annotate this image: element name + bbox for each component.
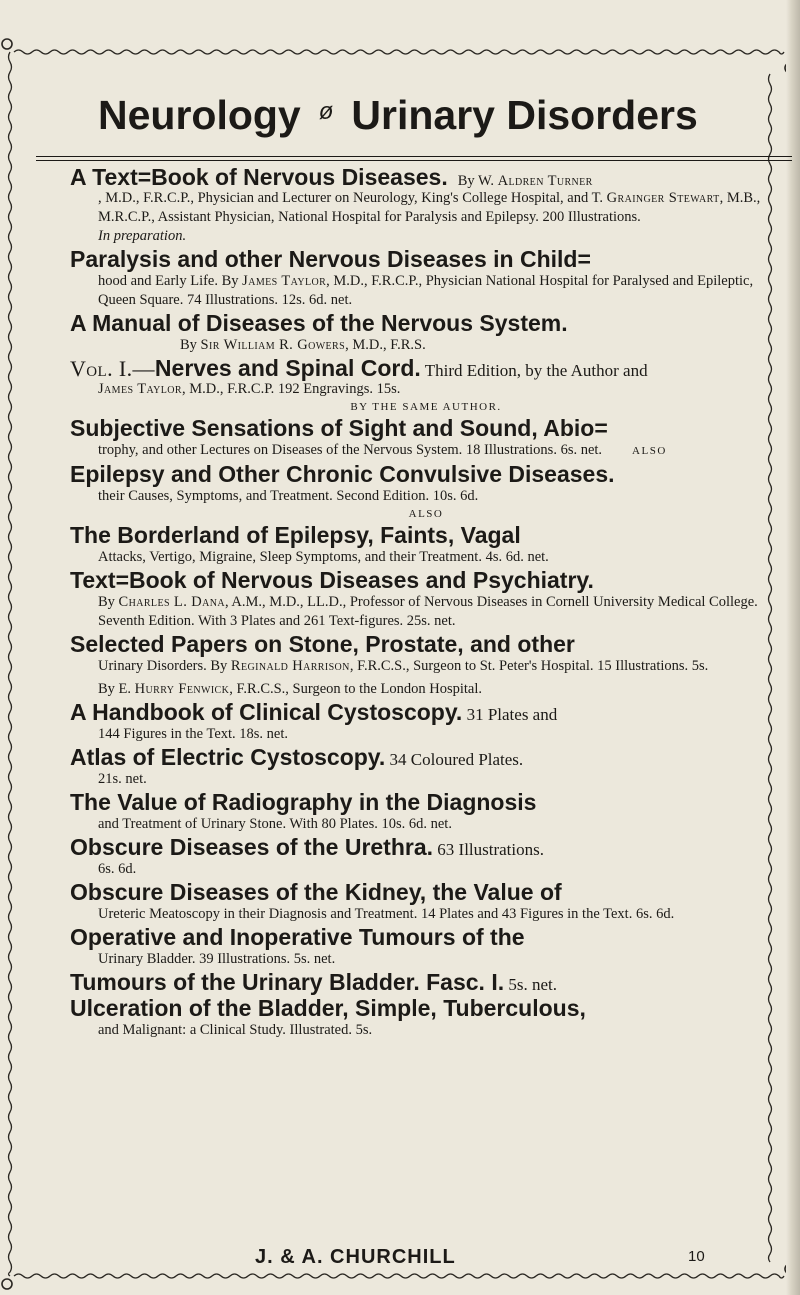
entry-nerves-spinal-cord: Vol. I.—Nerves and Spinal Cord. Third Edition, by the Author and James Taylor, M.D., F.R.C.P. 192 Engravings. 15s. <box>70 355 648 397</box>
entry-bladder-tumours: Tumours of the Urinary Bladder. Fasc. I. 5s. net. <box>70 969 558 995</box>
header-rule <box>36 156 792 157</box>
entry-title: Subjective Sensations of Sight and Sound, Abio= <box>70 415 608 441</box>
entry-title: Paralysis and other Nervous Diseases in Child= <box>70 246 591 272</box>
entry-title: Nerves and Spinal Cord. <box>154 355 421 381</box>
entry-title: Operative and Inoperative Tumours of the <box>70 924 525 950</box>
entry-title: Atlas of Electric Cystoscopy. <box>70 744 386 770</box>
entry-title: Ulceration of the Bladder, Simple, Tuberculous, <box>70 995 586 1021</box>
also-note: ALSO <box>408 508 444 520</box>
entry-borderland-epilepsy: The Borderland of Epilepsy, Faints, Vagal Attacks, Vertigo, Migraine, Sleep Symptoms, and their Treatment. 4s. 6d. net. <box>70 522 782 567</box>
entry-radiography: The Value of Radiography in the Diagnosis and Treatment of Urinary Stone. With 80 Plates. 10s. 6d. net. <box>70 789 782 834</box>
corner-ornament-top-left <box>2 39 12 49</box>
header-left: Neurology <box>98 92 301 138</box>
corner-ornament-bottom-left <box>2 1279 12 1289</box>
entry-title: A Text=Book of Nervous Diseases. <box>70 164 448 190</box>
entry-bladder-ulceration: Ulceration of the Bladder, Simple, Tuberculous, and Malignant: a Clinical Study. Illustrated. 5s. <box>70 995 782 1040</box>
entry-title: Selected Papers on Stone, Prostate, and other <box>70 631 575 657</box>
entry-list <box>70 164 782 1040</box>
entry-title: A Manual of Diseases of the Nervous System. <box>70 310 568 336</box>
entry-title: The Borderland of Epilepsy, Faints, Vagal <box>70 522 521 548</box>
entry-title: Tumours of the Urinary Bladder. Fasc. I. <box>70 969 505 995</box>
entry-clinical-cystoscopy: A Handbook of Clinical Cystoscopy. 31 Plates and 144 Figures in the Text. 18s. net. <box>70 699 558 742</box>
publisher-name: J. & A. CHURCHILL <box>255 1246 456 1268</box>
fenwick-author-line: By E. Hurry Fenwick, F.R.C.S., Surgeon to the London Hospital. <box>98 681 482 697</box>
entry-nervous-diseases-textbook: A Text=Book of Nervous Diseases. By W. Aldren Turner , M.D., F.R.C.P., Physician and Lecturer on Neurology, King's College Hospital, and T. Grainger Stewart, M.B., M.R.C.P., Assistant Physician, National Hospital for Paralysis and Epilepsy. 200 Illustrations. In preparation. <box>70 164 761 244</box>
entry-title: Obscure Diseases of the Kidney, the Value of <box>70 879 562 905</box>
entry-title: Epilepsy and Other Chronic Convulsive Diseases. <box>70 461 615 487</box>
page-header <box>98 92 738 152</box>
header-ornament: ø <box>318 98 334 125</box>
entry-note: In preparation. <box>98 228 187 244</box>
entry-title: A Handbook of Clinical Cystoscopy. <box>70 699 463 725</box>
header-rule-double <box>36 160 792 161</box>
entry-kidney: Obscure Diseases of the Kidney, the Value of Ureteric Meatoscopy in their Diagnosis and Treatment. 14 Plates and 43 Figures in the Text. 6s. 6d. <box>70 879 782 924</box>
entry-title: Obscure Diseases of the Urethra. <box>70 834 434 860</box>
entry-paralysis-childhood: Paralysis and other Nervous Diseases in Child= hood and Early Life. By James Taylor, M.D., F.R.C.P., Physician National Hospital for Paralysed and Epileptic, Queen Square. 74 Illustrations. 12s. 6d. net. <box>70 246 782 310</box>
entry-manual-nervous-system: A Manual of Diseases of the Nervous System. By Sir William R. Gowers, M.D., F.R.S. <box>70 310 782 355</box>
entry-electric-cystoscopy: Atlas of Electric Cystoscopy. 34 Coloured Plates. 21s. net. <box>70 744 524 787</box>
entry-epilepsy: Epilepsy and Other Chronic Convulsive Diseases. their Causes, Symptoms, and Treatment. Second Edition. 10s. 6d. <box>70 461 782 506</box>
entry-nervous-diseases-psychiatry: Text=Book of Nervous Diseases and Psychiatry. By Charles L. Dana, A.M., M.D., LL.D., Professor of Nervous Diseases in Cornell University Medical College. Seventh Edition. With 3 Plates and 261 Text-figures. 25s. net. <box>70 567 782 631</box>
page-footer <box>0 1246 800 1270</box>
same-author-note: BY THE SAME AUTHOR. <box>350 401 502 413</box>
header-right: Urinary Disorders <box>351 92 698 138</box>
entry-title: Text=Book of Nervous Diseases and Psychiatry. <box>70 567 594 593</box>
entry-stone-prostate: Selected Papers on Stone, Prostate, and other Urinary Disorders. By Reginald Harrison, F.R.C.S., Surgeon to St. Peter's Hospital. 15 Illustrations. 5s. <box>70 631 782 676</box>
page-spine-shadow <box>786 0 800 1295</box>
page-number: 10 <box>688 1248 705 1265</box>
entry-operative-tumours: Operative and Inoperative Tumours of the Urinary Bladder. 39 Illustrations. 5s. net. <box>70 924 782 969</box>
entry-urethra: Obscure Diseases of the Urethra. 63 Illustrations. 6s. 6d. <box>70 834 544 877</box>
entry-subjective-sensations: Subjective Sensations of Sight and Sound, Abio= trophy, and other Lectures on Diseases of the Nervous System. 18 Illustrations. 6s. net. ALSO <box>70 415 782 461</box>
entry-title: The Value of Radiography in the Diagnosis <box>70 789 537 815</box>
